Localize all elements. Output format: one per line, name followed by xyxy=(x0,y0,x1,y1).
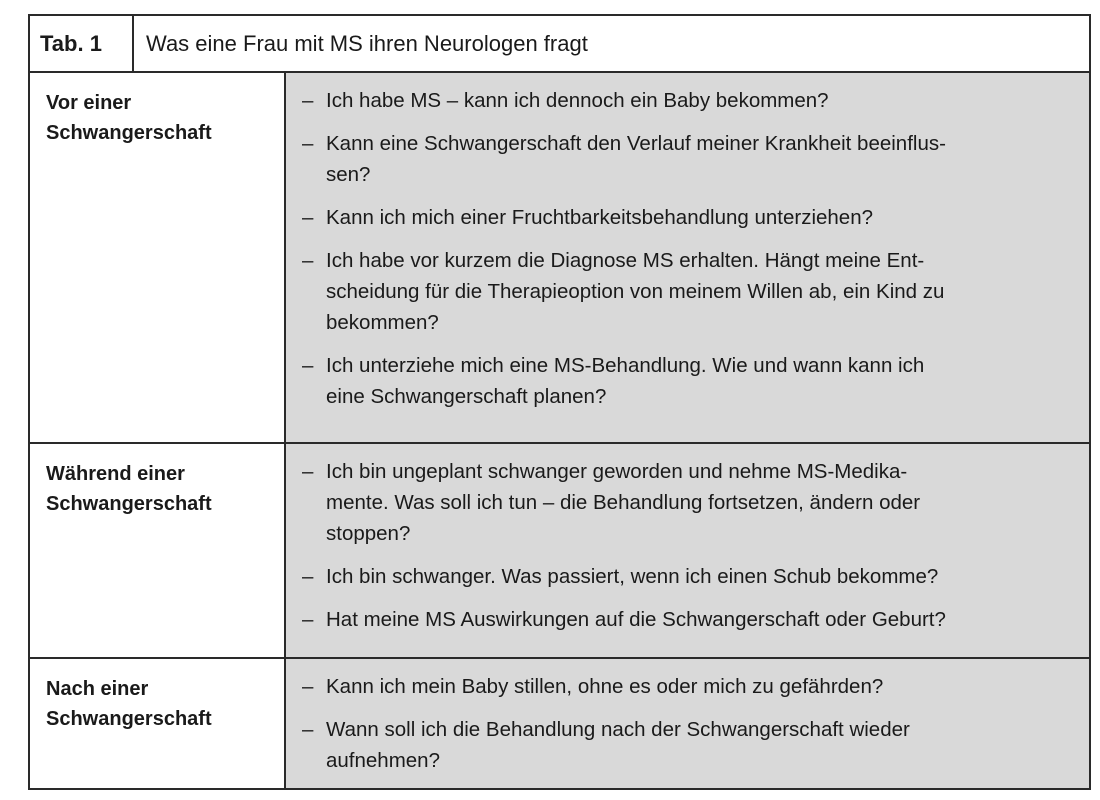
question-text-line: eine Schwangerschaft planen? xyxy=(326,385,607,408)
dash-bullet: – xyxy=(302,354,314,377)
dash-bullet: – xyxy=(302,675,314,698)
question-text-line: Ich bin schwanger. Was passiert, wenn ich einen Schub bekomme? xyxy=(326,565,939,589)
dash-bullet: – xyxy=(302,206,314,229)
question-text-line: Wann soll ich die Behandlung nach der Schwangerschaft wieder xyxy=(326,718,910,741)
table-section xyxy=(30,73,1089,444)
section-label xyxy=(30,73,286,442)
table-title: Was eine Frau mit MS ihren Neurologen fragt xyxy=(146,30,588,56)
question-item xyxy=(302,561,1075,592)
question-item xyxy=(302,202,1075,233)
question-text-line: Ich habe MS – kann ich dennoch ein Baby bekommen? xyxy=(326,89,829,112)
question-text-line: bekommen? xyxy=(326,311,439,334)
dash-bullet: – xyxy=(302,460,314,484)
question-text-line: scheidung für die Therapieoption von meinem Willen ab, ein Kind zu xyxy=(326,280,945,303)
section-label xyxy=(30,659,286,788)
section-label-line: Schwangerschaft xyxy=(46,122,212,144)
table-header xyxy=(30,16,1089,73)
table-number: Tab. 1 xyxy=(30,16,134,71)
table xyxy=(28,14,1091,790)
question-list xyxy=(286,444,1089,657)
question-text-line: Hat meine MS Auswirkungen auf die Schwangerschaft oder Geburt? xyxy=(326,608,946,632)
question-item xyxy=(302,456,1075,549)
dash-bullet: – xyxy=(302,89,314,112)
question-item xyxy=(302,714,1075,776)
section-label-line: Vor einer xyxy=(46,92,132,114)
question-text-line: mente. Was soll ich tun – die Behandlung fortsetzen, ändern oder xyxy=(326,491,921,515)
question-text-line: Kann ich mein Baby stillen, ohne es oder mich zu gefährden? xyxy=(326,675,884,698)
question-text-line: Kann eine Schwangerschaft den Verlauf meiner Krankheit beeinflus- xyxy=(326,132,946,155)
question-text-line: Ich habe vor kurzem die Diagnose MS erhalten. Hängt meine Ent- xyxy=(326,249,925,272)
dash-bullet: – xyxy=(302,718,314,741)
question-text-line: Ich unterziehe mich eine MS-Behandlung. Wie und wann kann ich xyxy=(326,354,925,377)
dash-bullet: – xyxy=(302,132,314,155)
section-label xyxy=(30,444,286,657)
question-text-line: aufnehmen? xyxy=(326,749,440,772)
question-item xyxy=(302,245,1075,338)
dash-bullet: – xyxy=(302,565,314,589)
question-text-line: stoppen? xyxy=(326,522,411,546)
question-list xyxy=(286,73,1089,442)
question-item xyxy=(302,128,1075,190)
table-section xyxy=(30,659,1089,788)
question-text-line: sen? xyxy=(326,163,371,186)
section-label-line: Während einer xyxy=(46,463,185,486)
dash-bullet: – xyxy=(302,249,314,272)
question-text-line: Kann ich mich einer Fruchtbarkeitsbehandlung unterziehen? xyxy=(326,206,874,229)
question-item xyxy=(302,85,1075,116)
question-item xyxy=(302,604,1075,635)
dash-bullet: – xyxy=(302,608,314,632)
question-list xyxy=(286,659,1089,788)
section-label-line: Schwangerschaft xyxy=(46,493,212,516)
section-label-line: Schwangerschaft xyxy=(46,708,212,730)
table-section xyxy=(30,444,1089,659)
question-item xyxy=(302,671,1075,702)
question-text-line: Ich bin ungeplant schwanger geworden und nehme MS-Medika- xyxy=(326,460,908,484)
section-label-line: Nach einer xyxy=(46,678,149,700)
question-item xyxy=(302,350,1075,412)
